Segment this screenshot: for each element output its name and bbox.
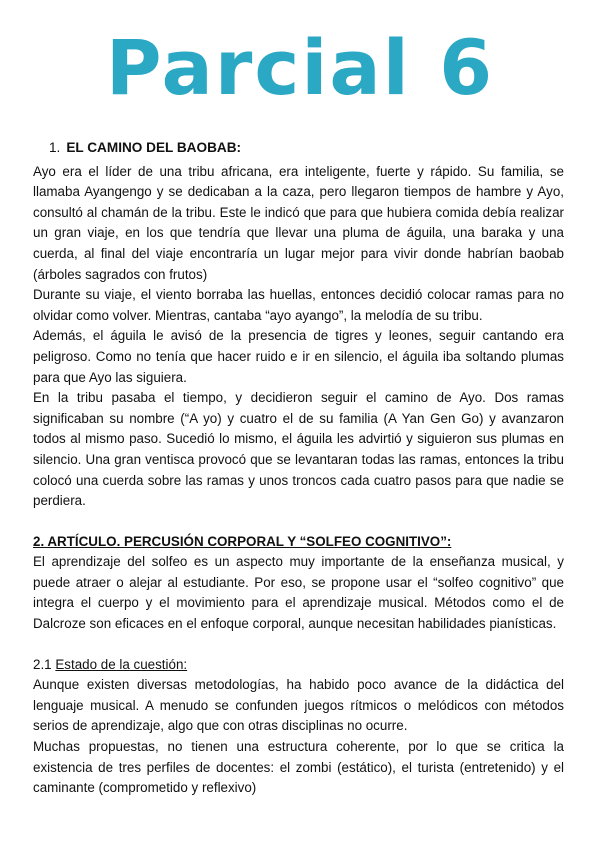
section1-number: 1. — [49, 140, 61, 155]
section1-heading — [49, 138, 564, 159]
section1-paragraph-3: Además, el águila le avisó de la presencia de tigres y leones, seguir cantando era peligroso. Como no tenía que hacer ruido e ir en silencio, el águila iba soltando plumas para que Ayo las siguiera. — [33, 328, 564, 385]
section1-paragraph-2: Durante su viaje, el viento borraba las huellas, entonces decidió colocar ramas para no olvidar como volver. Mientras, cantaba “ayo ayango”, la melodía de su tribu. — [33, 287, 564, 323]
page-title: Parcial 6 — [105, 23, 495, 112]
section2-paragraph: El aprendizaje del solfeo es un aspecto muy importante de la enseñanza musical, y puede atraer o alejar al estudiante. Por eso, se propone usar el “solfeo cognitivo” que integra el cuerpo y el movimiento para el aprendizaje musical. Métodos como el de Dalcroze son eficaces en el enfoque corporal, aunque necesitan habilidades pianísticas. — [33, 554, 564, 632]
document-body — [33, 138, 564, 799]
section21-number: 2.1 — [33, 656, 52, 672]
section21-heading — [33, 655, 564, 676]
section21-paragraph-1: Aunque existen diversas metodologías, ha habido poco avance de la didáctica del lenguaje musical. A menudo se confunden juegos rítmicos o melódicos con métodos serios de aprendizaje, algo que con otras disciplinas no ocurre. — [33, 677, 564, 734]
section1-paragraph-1: Ayo era el líder de una tribu africana, era inteligente, fuerte y rápido. Su familia, se llamaba Ayangengo y se dedicaban a la caza, pero llegaron tiempos de hambre y Ayo, consultó al chamán de la tribu. Este le indicó que para que hubiera comida debía realizar un gran viaje, en los que tendría que llevar una pluma de águila, una baraka y una cuerda, al final del viaje encontraría un lugar mejor para vivir donde habrían baobab (árboles sagrados con frutos) — [33, 163, 564, 282]
section1-paragraph-4: En la tribu pasaba el tiempo, y decidieron seguir el camino de Ayo. Dos ramas significaban su nombre (“A yo) y cuatro el de su familia (A Yan Gen Go) y avanzaron todos al mismo paso. Sucedió lo mismo, el águila les advirtió y siguieron sus plumas en silencio. Una gran ventisca provocó que se levantaran todas las ramas, entonces la tribu colocó una cuerda sobre las ramas y unos troncos cada cuatro pasos para que nadie se perdiera. — [33, 390, 564, 509]
section21-paragraph-2: Muchas propuestas, no tienen una estructura coherente, por lo que se critica la existencia de tres perfiles de docentes: el zombi (estático), el turista (entretenido) y el caminante (comprometido y reflexivo) — [33, 739, 564, 796]
section1-heading-text: EL CAMINO DEL BAOBAB: — [66, 140, 242, 155]
section21-heading-text: Estado de la cuestión: — [55, 656, 188, 672]
section2-heading: 2. ARTÍCULO. PERCUSIÓN CORPORAL Y “SOLFEO COGNITIVO”: — [33, 533, 452, 549]
